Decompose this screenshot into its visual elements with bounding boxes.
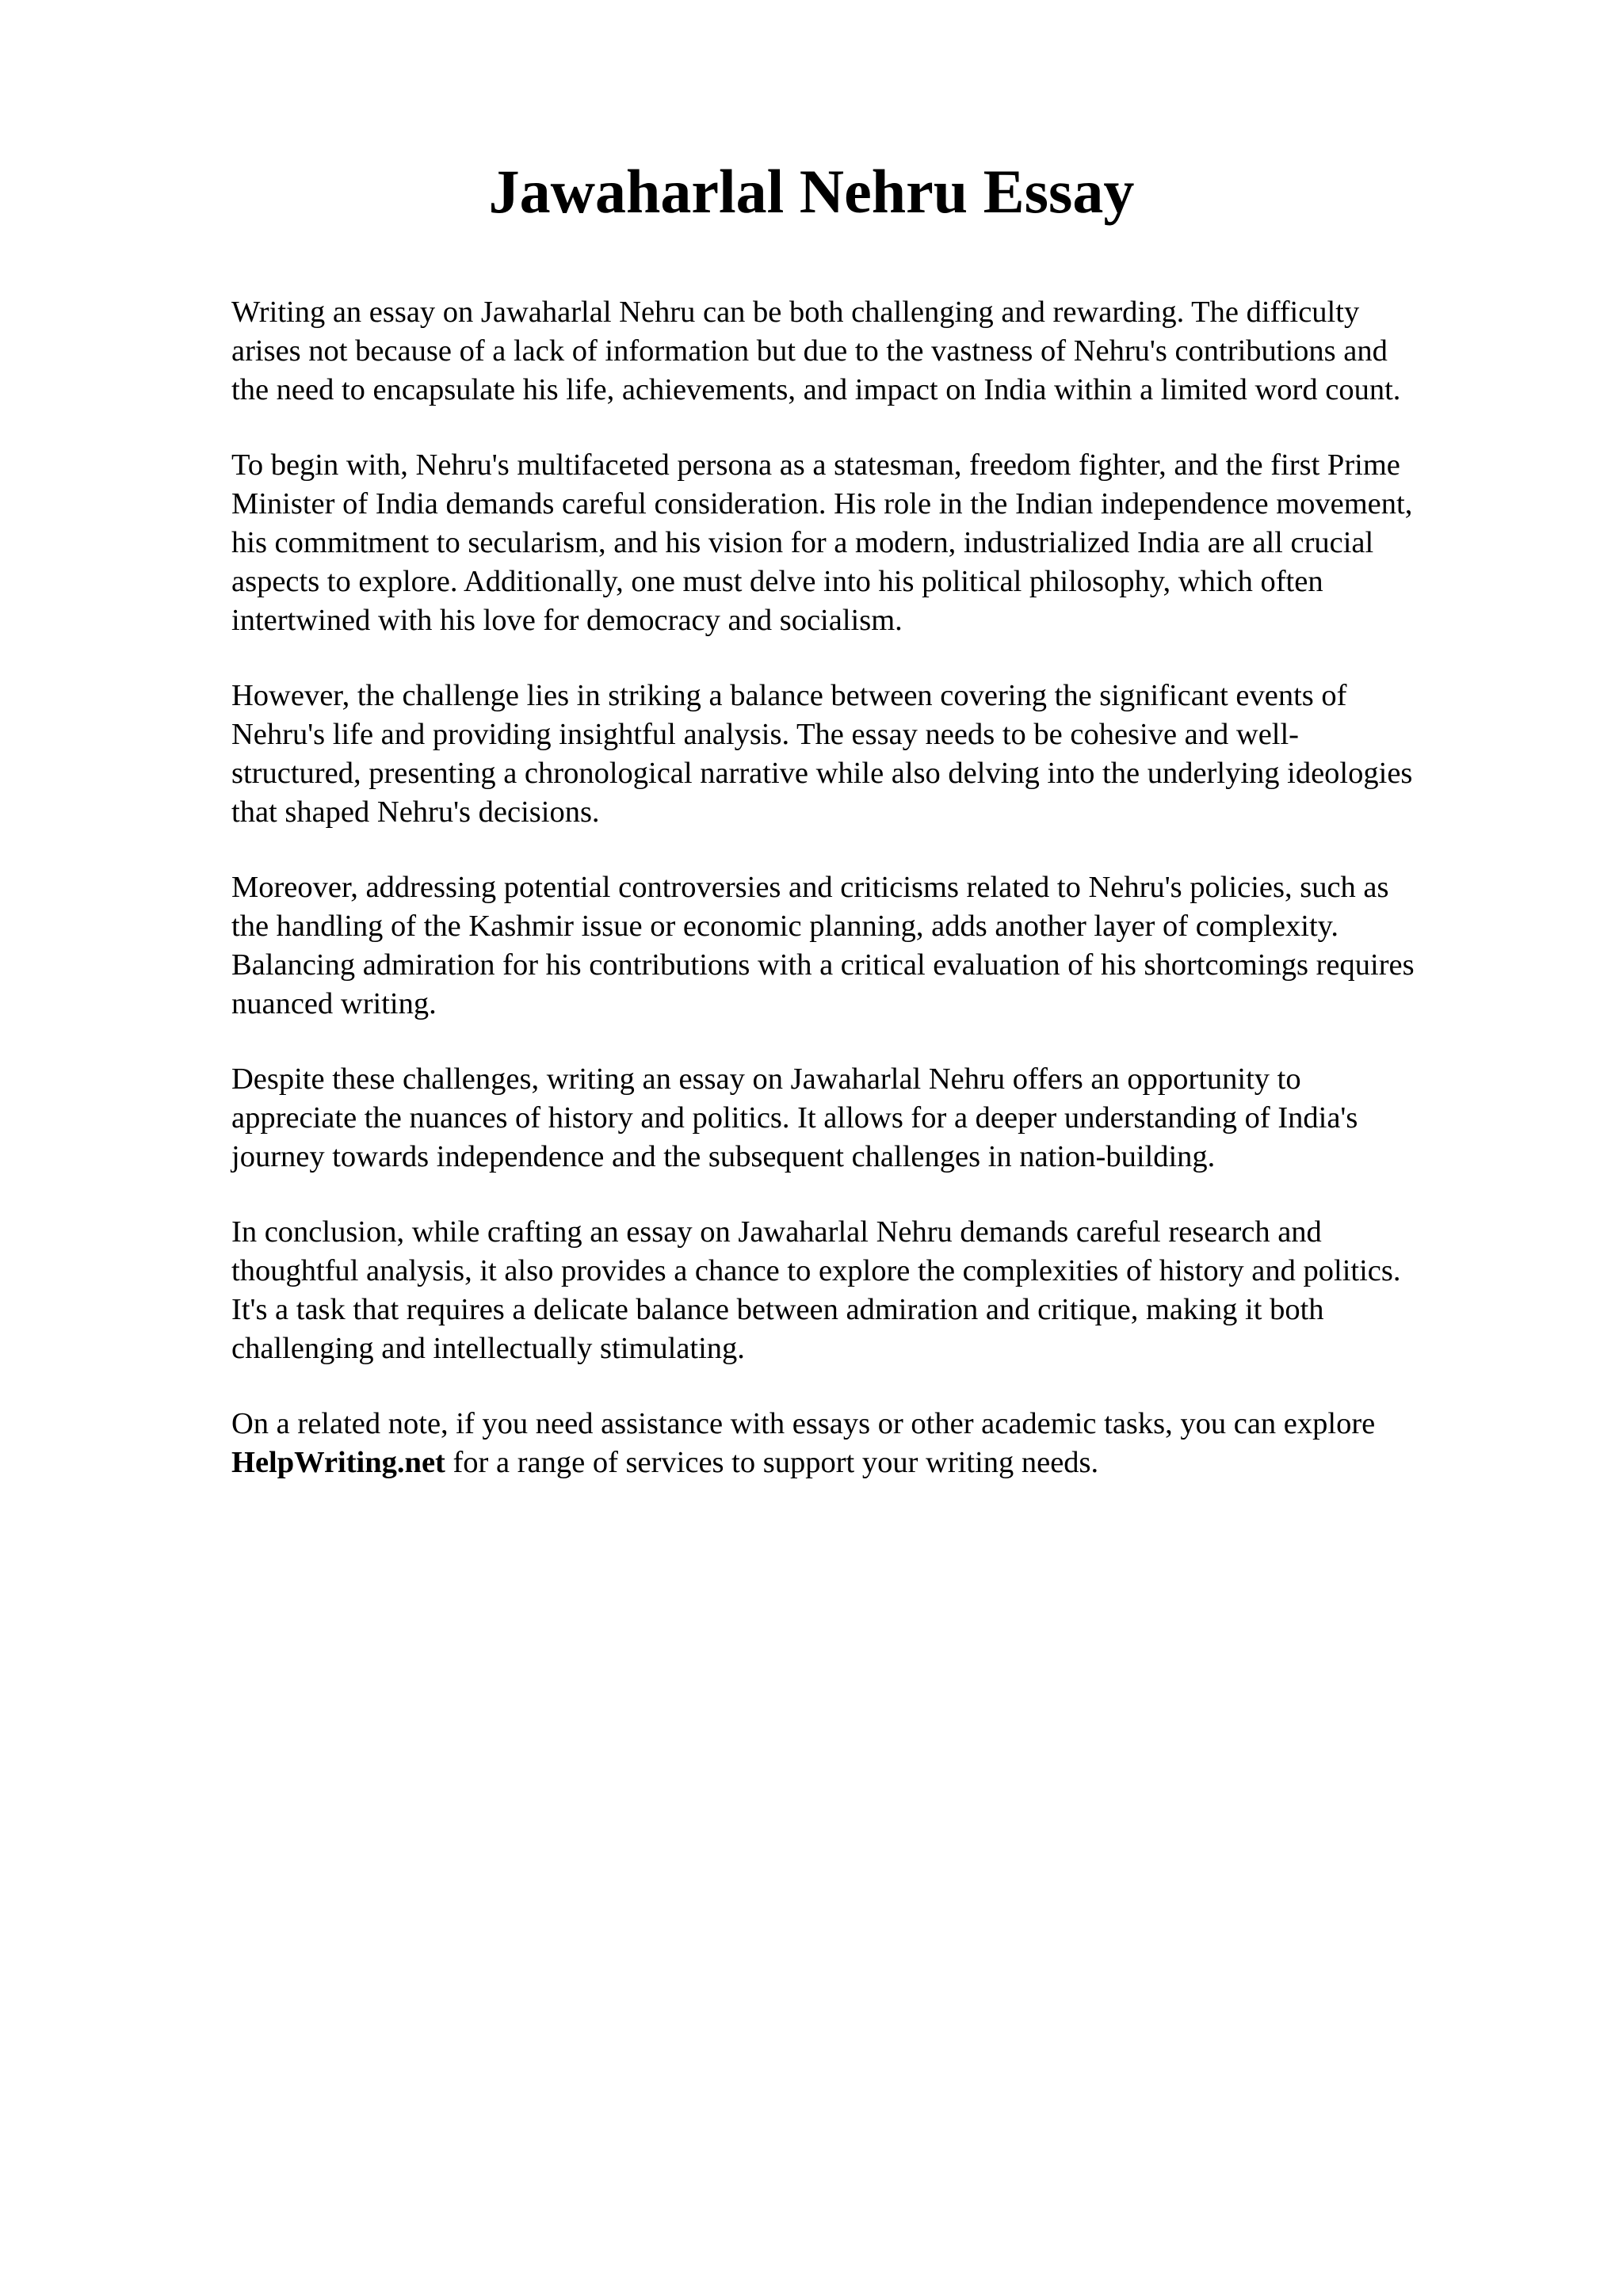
paragraph-line: challenging and intellectually stimulating.: [231, 1332, 745, 1365]
paragraph-3: [231, 677, 1531, 832]
paragraph-line: thoughtful analysis, it also provides a chance to explore the complexities of history and politics.: [231, 1254, 1401, 1287]
paragraph-line: the handling of the Kashmir issue or economic planning, adds another layer of complexity.: [231, 910, 1339, 943]
closing-line-rest: for a range of services to support your writing needs.: [445, 1446, 1099, 1479]
essay-body: [231, 293, 1531, 1519]
paragraph-line: nuanced writing.: [231, 987, 437, 1020]
paragraph-6: [231, 1213, 1531, 1368]
closing-line-2: [231, 1444, 1531, 1482]
helpwriting-link[interactable]: HelpWriting.net: [231, 1446, 445, 1479]
paragraph-line: aspects to explore. Additionally, one must delve into his political philosophy, which often: [231, 565, 1323, 598]
paragraph-5: [231, 1060, 1531, 1177]
paragraph-line: intertwined with his love for democracy and socialism.: [231, 604, 903, 637]
document-title: Jawaharlal Nehru Essay: [488, 157, 1135, 226]
paragraph-line: that shaped Nehru's decisions.: [231, 795, 600, 829]
paragraph-line: To begin with, Nehru's multifaceted persona as a statesman, freedom fighter, and the first Prime: [231, 448, 1400, 482]
paragraph-line: In conclusion, while crafting an essay on Jawaharlal Nehru demands careful research and: [231, 1215, 1322, 1249]
paragraph-line: Balancing admiration for his contributions with a critical evaluation of his shortcomings requires: [231, 948, 1415, 982]
paragraph-line: structured, presenting a chronological narrative while also delving into the underlying ideologies: [231, 757, 1413, 790]
paragraph-line: Nehru's life and providing insightful analysis. The essay needs to be cohesive and well-: [231, 718, 1299, 751]
paragraph-1: [231, 293, 1531, 410]
paragraph-2: [231, 446, 1531, 640]
paragraph-line: Minister of India demands careful consideration. His role in the Indian independence movement,: [231, 487, 1413, 521]
paragraph-line: It's a task that requires a delicate balance between admiration and critique, making it both: [231, 1293, 1324, 1326]
paragraph-line: arises not because of a lack of information but due to the vastness of Nehru's contributions and: [231, 334, 1388, 368]
closing-paragraph: [231, 1405, 1531, 1482]
paragraph-line: journey towards independence and the subsequent challenges in nation-building.: [231, 1140, 1216, 1173]
paragraph-line: his commitment to secularism, and his vision for a modern, industrialized India are all crucial: [231, 526, 1374, 559]
closing-line: On a related note, if you need assistance with essays or other academic tasks, you can explore: [231, 1407, 1376, 1440]
paragraph-line: the need to encapsulate his life, achievements, and impact on India within a limited word count.: [231, 373, 1401, 406]
paragraph-line: Moreover, addressing potential controversies and criticisms related to Nehru's policies, such as: [231, 871, 1389, 904]
paragraph-line: Writing an essay on Jawaharlal Nehru can be both challenging and rewarding. The difficulty: [231, 296, 1360, 329]
paragraph-line: appreciate the nuances of history and politics. It allows for a deeper understanding of India's: [231, 1101, 1358, 1135]
paragraph-line: Despite these challenges, writing an essay on Jawaharlal Nehru offers an opportunity to: [231, 1062, 1301, 1096]
paragraph-line: However, the challenge lies in striking a balance between covering the significant events of: [231, 679, 1347, 712]
paragraph-4: [231, 868, 1531, 1024]
